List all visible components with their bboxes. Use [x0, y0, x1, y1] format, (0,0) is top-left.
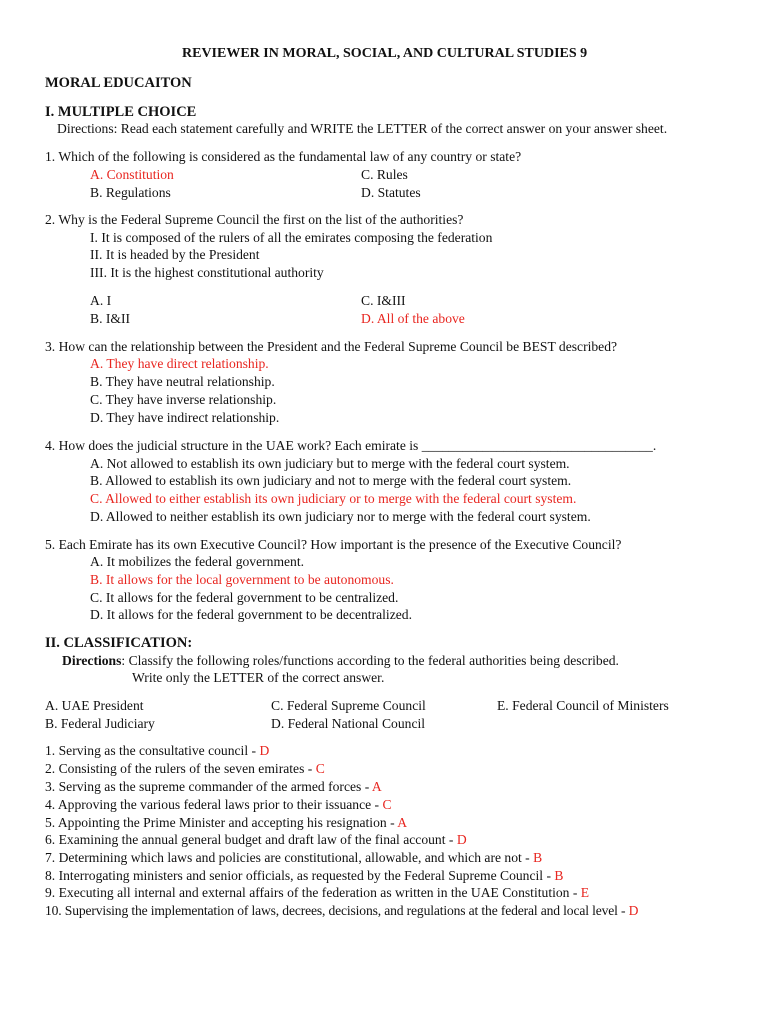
- part2-directions-text: : Classify the following roles/functions according to the federal authorities being described.: [121, 653, 619, 668]
- item-answer: C: [382, 797, 392, 812]
- choice-c: C. Federal Supreme Council: [271, 698, 426, 713]
- question-3: 3. How can the relationship between the President and the Federal Supreme Council be BEST described?: [45, 339, 618, 354]
- part1-heading: I. MULTIPLE CHOICE: [45, 104, 197, 120]
- part1-directions: Directions: Read each statement carefully and WRITE the LETTER of the correct answer on your answer sheet.: [57, 121, 668, 136]
- q4-option-a: A. Not allowed to establish its own judiciary but to merge with the federal court system.: [90, 456, 570, 471]
- classification-item: 7. Determining which laws and policies are constitutional, allowable, and which are not - B: [45, 850, 543, 865]
- classification-item: 5. Appointing the Prime Minister and accepting his resignation - A: [45, 815, 408, 830]
- q3-option-d: D. They have indirect relationship.: [90, 410, 280, 425]
- q2-statement-1: I. It is composed of the rulers of all the emirates composing the federation: [90, 230, 493, 245]
- q1-option-d: D. Statutes: [361, 185, 421, 200]
- classification-item: 4. Approving the various federal laws prior to their issuance - C: [45, 797, 392, 812]
- choice-a: A. UAE President: [45, 698, 144, 713]
- choice-e: E. Federal Council of Ministers: [497, 698, 669, 713]
- item-answer: D: [628, 903, 639, 918]
- item-answer: A: [397, 815, 408, 830]
- question-4: 4. How does the judicial structure in the UAE work? Each emirate is __________________________________.: [45, 438, 657, 453]
- q5-option-b: B. It allows for the local government to be autonomous.: [90, 572, 394, 587]
- question-2: 2. Why is the Federal Supreme Council the first on the list of the authorities?: [45, 212, 464, 227]
- q1-option-c: C. Rules: [361, 167, 408, 182]
- item-answer: D: [456, 832, 467, 847]
- q5-option-d: D. It allows for the federal government to be decentralized.: [90, 607, 412, 622]
- q4-option-d: D. Allowed to neither establish its own judiciary nor to merge with the federal court system.: [90, 509, 591, 524]
- classification-item: 2. Consisting of the rulers of the seven emirates - C: [45, 761, 325, 776]
- part2-directions-line1: [62, 652, 619, 670]
- item-answer: E: [580, 885, 590, 900]
- part2-directions-label: Directions: [62, 653, 122, 668]
- subject-heading: MORAL EDUCAITON: [45, 75, 192, 91]
- q5-option-c: C. It allows for the federal government to be centralized.: [90, 590, 399, 605]
- q2-statement-2: II. It is headed by the President: [90, 247, 260, 262]
- classification-item: 8. Interrogating ministers and senior officials, as requested by the Federal Supreme Council - B: [45, 868, 564, 883]
- q5-option-a: A. It mobilizes the federal government.: [90, 554, 305, 569]
- q2-option-b: B. I&II: [90, 311, 131, 326]
- document-title: REVIEWER IN MORAL, SOCIAL, AND CULTURAL STUDIES 9: [182, 46, 588, 61]
- question-1: 1. Which of the following is considered as the fundamental law of any country or state?: [45, 149, 522, 164]
- q3-option-b: B. They have neutral relationship.: [90, 374, 275, 389]
- q1-option-b: B. Regulations: [90, 185, 171, 200]
- item-answer: A: [371, 779, 382, 794]
- choice-b: B. Federal Judiciary: [45, 716, 155, 731]
- q2-option-d: D. All of the above: [361, 311, 465, 326]
- q3-option-a: A. They have direct relationship.: [90, 356, 269, 371]
- classification-item: 9. Executing all internal and external affairs of the federation as written in the UAE Constitution - E: [45, 885, 590, 900]
- q4-option-c: C. Allowed to either establish its own judiciary or to merge with the federal court system.: [90, 491, 577, 506]
- part2-directions-line2: Write only the LETTER of the correct answer.: [132, 670, 385, 685]
- classification-item: 6. Examining the annual general budget and draft law of the final account - D: [45, 832, 467, 847]
- q3-option-c: C. They have inverse relationship.: [90, 392, 277, 407]
- q1-option-a: A. Constitution: [90, 167, 174, 182]
- part2-heading: II. CLASSIFICATION:: [45, 635, 193, 651]
- item-answer: D: [259, 743, 270, 758]
- q4-option-b: B. Allowed to establish its own judiciary and not to merge with the federal court system.: [90, 473, 572, 488]
- item-answer: C: [315, 761, 325, 776]
- q2-statement-3: III. It is the highest constitutional authority: [90, 265, 324, 280]
- q2-option-a: A. I: [90, 293, 112, 308]
- q2-option-c: C. I&III: [361, 293, 406, 308]
- classification-item: 10. Supervising the implementation of laws, decrees, decisions, and regulations at the federal and local level - D: [45, 903, 639, 918]
- classification-item: 1. Serving as the consultative council - D: [45, 743, 270, 758]
- classification-item: 3. Serving as the supreme commander of the armed forces - A: [45, 779, 382, 794]
- choice-d: D. Federal National Council: [271, 716, 426, 731]
- item-answer: B: [554, 868, 564, 883]
- question-5: 5. Each Emirate has its own Executive Council? How important is the presence of the Executive Council?: [45, 537, 622, 552]
- item-answer: B: [533, 850, 543, 865]
